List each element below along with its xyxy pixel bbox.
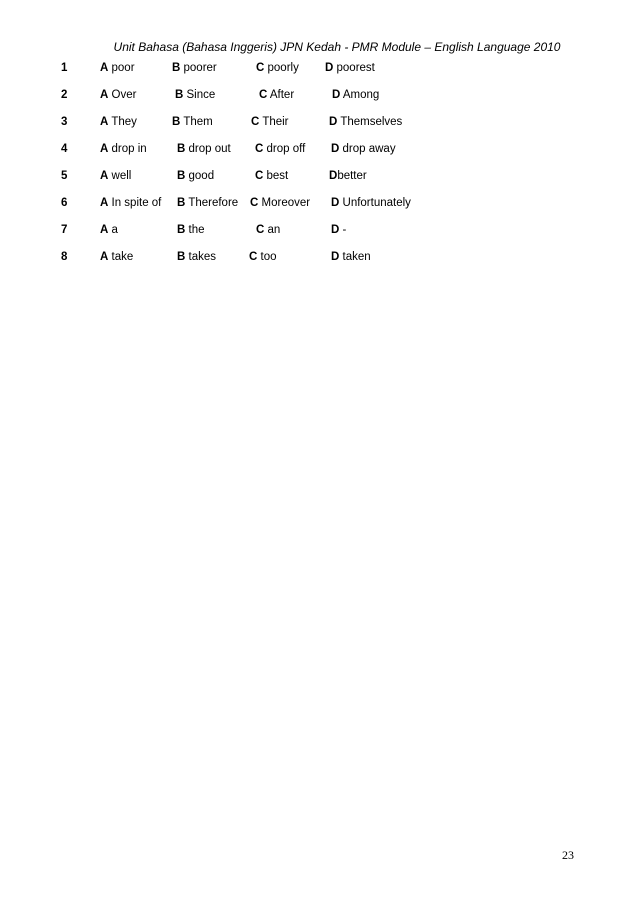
option-text: drop out xyxy=(188,143,231,155)
option-c xyxy=(255,143,305,155)
option-letter: C xyxy=(250,197,259,209)
option-b xyxy=(175,89,215,101)
option-text: Them xyxy=(183,116,213,128)
option-letter: C xyxy=(259,89,268,101)
option-a xyxy=(100,197,161,209)
option-a xyxy=(100,62,135,74)
option-a xyxy=(100,143,147,155)
option-letter: A xyxy=(100,170,109,182)
option-text: Unfortunately xyxy=(342,197,411,209)
option-c xyxy=(256,224,280,236)
option-letter: D xyxy=(331,197,340,209)
page-header: Unit Bahasa (Bahasa Inggeris) JPN Kedah - PMR Module – English Language 2010 xyxy=(113,40,561,54)
option-c xyxy=(259,89,294,101)
option-text: poor xyxy=(111,62,135,74)
option-letter: D xyxy=(332,89,341,101)
option-letter: B xyxy=(177,197,186,209)
option-letter: A xyxy=(100,197,109,209)
question-number: 3 xyxy=(61,116,68,128)
option-letter: C xyxy=(256,62,265,74)
option-text: too xyxy=(260,251,277,263)
option-text: In spite of xyxy=(111,197,162,209)
option-a xyxy=(100,251,133,263)
option-letter: B xyxy=(177,224,186,236)
option-letter: C xyxy=(249,251,258,263)
question-number: 2 xyxy=(61,89,68,101)
option-b xyxy=(177,170,214,182)
option-text: Over xyxy=(111,89,137,101)
option-c xyxy=(250,197,310,209)
option-text: Their xyxy=(262,116,289,128)
question-number: 6 xyxy=(61,197,68,209)
option-a xyxy=(100,89,136,101)
option-letter: B xyxy=(177,251,186,263)
question-number: 5 xyxy=(61,170,68,182)
option-letter: B xyxy=(177,170,186,182)
option-text: take xyxy=(111,251,134,263)
page-number: 23 xyxy=(562,848,574,862)
option-letter: A xyxy=(100,224,109,236)
option-d xyxy=(331,224,346,236)
option-text: Therefore xyxy=(188,197,239,209)
option-letter: A xyxy=(100,89,109,101)
option-d xyxy=(331,143,396,155)
option-text: drop away xyxy=(342,143,396,155)
option-d xyxy=(331,251,371,263)
option-letter: D xyxy=(331,224,340,236)
option-text: drop in xyxy=(111,143,147,155)
option-text: poorer xyxy=(183,62,217,74)
option-b xyxy=(177,251,216,263)
option-c xyxy=(256,62,299,74)
question-number: 1 xyxy=(61,62,68,74)
option-text: taken xyxy=(342,251,371,263)
option-text: drop off xyxy=(266,143,306,155)
option-text: After xyxy=(269,89,295,101)
option-letter: C xyxy=(251,116,260,128)
option-text: They xyxy=(111,116,137,128)
option-text: takes xyxy=(188,251,217,263)
option-d xyxy=(331,197,411,209)
question-number: 8 xyxy=(61,251,68,263)
option-b xyxy=(172,62,217,74)
option-c xyxy=(255,170,288,182)
option-b xyxy=(177,224,205,236)
option-letter: A xyxy=(100,62,109,74)
option-d xyxy=(329,170,367,182)
question-number: 7 xyxy=(61,224,68,236)
option-letter: B xyxy=(172,116,181,128)
option-text: the xyxy=(188,224,205,236)
question-number: 4 xyxy=(61,143,68,155)
option-text: poorly xyxy=(267,62,299,74)
option-letter: C xyxy=(255,143,264,155)
option-letter: C xyxy=(255,170,264,182)
option-b xyxy=(177,143,231,155)
option-letter: B xyxy=(177,143,186,155)
option-c xyxy=(249,251,277,263)
option-letter: D xyxy=(329,170,338,182)
option-b xyxy=(172,116,213,128)
option-text: well xyxy=(111,170,132,182)
option-d xyxy=(332,89,379,101)
option-text: - xyxy=(342,224,347,236)
option-text: a xyxy=(111,224,118,236)
option-d xyxy=(329,116,402,128)
option-text: Themselves xyxy=(340,116,403,128)
option-letter: A xyxy=(100,116,109,128)
option-text: Among xyxy=(342,89,380,101)
option-text: Moreover xyxy=(261,197,311,209)
option-b xyxy=(177,197,238,209)
option-letter: D xyxy=(329,116,338,128)
option-text: Since xyxy=(186,89,216,101)
option-a xyxy=(100,116,137,128)
option-a xyxy=(100,170,131,182)
option-letter: D xyxy=(325,62,334,74)
option-letter: D xyxy=(331,143,340,155)
option-letter: A xyxy=(100,143,109,155)
option-letter: C xyxy=(256,224,265,236)
option-a xyxy=(100,224,118,236)
option-text: better xyxy=(337,170,367,182)
option-text: an xyxy=(267,224,281,236)
option-c xyxy=(251,116,289,128)
option-text: poorest xyxy=(336,62,375,74)
option-letter: B xyxy=(175,89,184,101)
option-text: best xyxy=(266,170,289,182)
option-d xyxy=(325,62,375,74)
option-letter: D xyxy=(331,251,340,263)
option-text: good xyxy=(188,170,215,182)
option-letter: A xyxy=(100,251,109,263)
option-letter: B xyxy=(172,62,181,74)
